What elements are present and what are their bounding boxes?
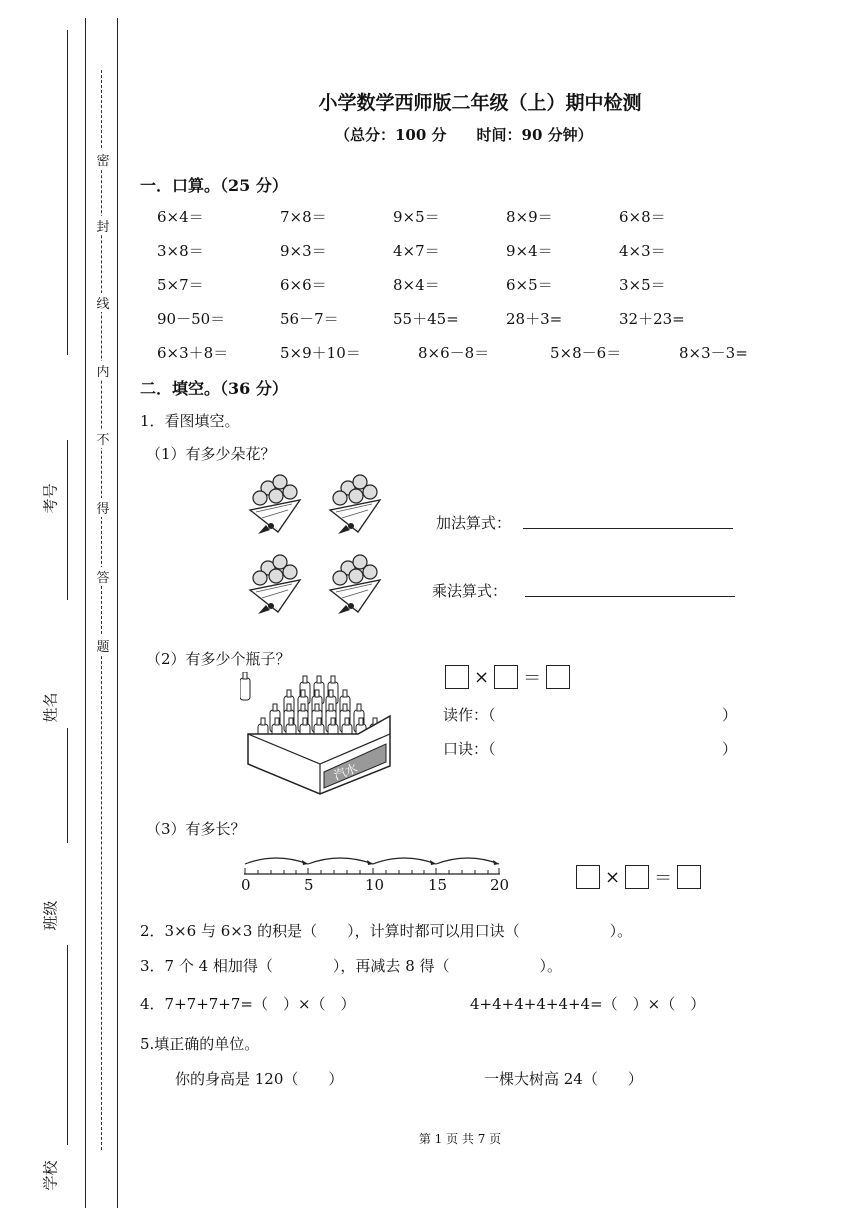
- calc-item[interactable]: 4×7＝: [393, 242, 440, 260]
- calc-item[interactable]: 9×4＝: [506, 242, 553, 260]
- school-line[interactable]: [67, 945, 68, 1145]
- answer-box[interactable]: [494, 665, 518, 689]
- seal-char: 题: [96, 636, 110, 655]
- read-as-label: 读作：（: [443, 706, 496, 724]
- question-text: 2．3×6 与 6×3 的积是（ ），计算时都可以用口诀（ ）。: [140, 922, 633, 940]
- question-text: 3．7 个 4 相加得（ ），再减去 8 得（ ）。: [140, 957, 563, 975]
- section-heading: 二．填空。（36 分）: [140, 379, 288, 398]
- calc-item[interactable]: 5×9＋10＝: [280, 344, 361, 362]
- seal-char: 得: [96, 498, 110, 517]
- close-paren: ）: [722, 706, 738, 724]
- question-text: （2）有多少个瓶子？: [146, 650, 291, 668]
- ruler-tick-label: 0: [241, 876, 251, 894]
- bottle-equation: [445, 664, 570, 690]
- ruler-tick-label: 15: [428, 876, 448, 894]
- ruler-tick-label: 20: [490, 876, 510, 894]
- addition-answer-line[interactable]: [523, 528, 733, 529]
- question-text: （1）有多少朵花？: [146, 445, 276, 463]
- calc-item[interactable]: 90－50＝: [157, 310, 226, 328]
- school-label: 学校: [41, 1160, 60, 1191]
- answer-box[interactable]: [576, 865, 600, 889]
- addition-label: 加法算式：: [436, 514, 512, 532]
- flower-bouquets-illustration: [240, 470, 400, 630]
- recite-label: 口诀：（: [443, 740, 496, 758]
- calc-item[interactable]: 6×4＝: [157, 208, 204, 226]
- seal-char: 密: [96, 150, 110, 169]
- binding-line-outer: [85, 18, 86, 1208]
- calc-item[interactable]: 6×5＝: [506, 276, 553, 294]
- seal-char: 内: [96, 361, 110, 380]
- ruler-tick-label: 5: [304, 876, 314, 894]
- calc-item[interactable]: 6×3＋8＝: [157, 344, 229, 362]
- ruler-tick-label: 10: [365, 876, 385, 894]
- calc-item[interactable]: 9×5＝: [393, 208, 440, 226]
- calc-item[interactable]: 3×8＝: [157, 242, 204, 260]
- question-text: （3）有多长？: [146, 820, 246, 838]
- bottle-crate-illustration: [240, 672, 400, 802]
- question-text: 4．7+7+7+7=（ ）×（ ）: [140, 995, 356, 1013]
- equals-sign: ＝: [523, 668, 542, 689]
- seal-char: 线: [96, 293, 110, 312]
- class-label: 班级: [41, 900, 60, 931]
- question-text: 1．看图填空。: [140, 412, 240, 430]
- calc-item[interactable]: 8×6－8＝: [418, 344, 490, 362]
- section-heading: 一．口算。（25 分）: [140, 176, 288, 195]
- length-equation: [576, 864, 701, 890]
- multiplication-label: 乘法算式：: [432, 582, 508, 600]
- calc-item[interactable]: 6×6＝: [280, 276, 327, 294]
- calc-item[interactable]: 6×8＝: [619, 208, 666, 226]
- exam-number-label: 考号: [41, 483, 60, 514]
- seal-char: 答: [96, 567, 110, 586]
- calc-item[interactable]: 28＋3=: [506, 310, 563, 328]
- crate-label: 汽水: [331, 760, 360, 783]
- name-label: 姓名: [41, 692, 60, 723]
- answer-box[interactable]: [445, 665, 469, 689]
- class-line[interactable]: [67, 728, 68, 843]
- answer-box[interactable]: [625, 865, 649, 889]
- seal-char: 封: [96, 216, 110, 235]
- calc-item[interactable]: 55＋45=: [393, 310, 459, 328]
- question-text: 一棵大树高 24（ ）: [484, 1070, 643, 1088]
- page-footer: 第 1 页 共 7 页: [418, 1132, 502, 1146]
- times-sign: ×: [605, 866, 621, 888]
- question-text: 5.填正确的单位。: [140, 1035, 260, 1053]
- calc-item[interactable]: 56－7＝: [280, 310, 339, 328]
- calc-item[interactable]: 5×8－6＝: [550, 344, 622, 362]
- question-text: 你的身高是 120（ ）: [175, 1070, 344, 1088]
- calc-item[interactable]: 5×7＝: [157, 276, 204, 294]
- equals-sign: ＝: [654, 868, 673, 889]
- calc-item[interactable]: 8×9＝: [506, 208, 553, 226]
- calc-item[interactable]: 9×3＝: [280, 242, 327, 260]
- calc-item[interactable]: 8×4＝: [393, 276, 440, 294]
- calc-item[interactable]: 7×8＝: [280, 208, 327, 226]
- name-line[interactable]: [67, 440, 68, 600]
- answer-box[interactable]: [546, 665, 570, 689]
- exam-number-line[interactable]: [67, 30, 68, 355]
- calc-item[interactable]: 8×3－3=: [679, 344, 748, 362]
- calc-item[interactable]: 4×3＝: [619, 242, 666, 260]
- page-subtitle: （总分：100 分 时间：90 分钟）: [335, 126, 593, 144]
- close-paren: ）: [722, 740, 738, 758]
- multiplication-answer-line[interactable]: [525, 596, 735, 597]
- times-sign: ×: [474, 666, 490, 688]
- binding-line-inner: [117, 18, 118, 1208]
- calc-item[interactable]: 32＋23=: [619, 310, 685, 328]
- calc-item[interactable]: 3×5＝: [619, 276, 666, 294]
- page-title: 小学数学西师版二年级（上）期中检测: [318, 92, 642, 114]
- seal-char: 不: [96, 429, 110, 448]
- question-text: 4+4+4+4+4+4=（ ）×（ ）: [470, 995, 706, 1013]
- answer-box[interactable]: [677, 865, 701, 889]
